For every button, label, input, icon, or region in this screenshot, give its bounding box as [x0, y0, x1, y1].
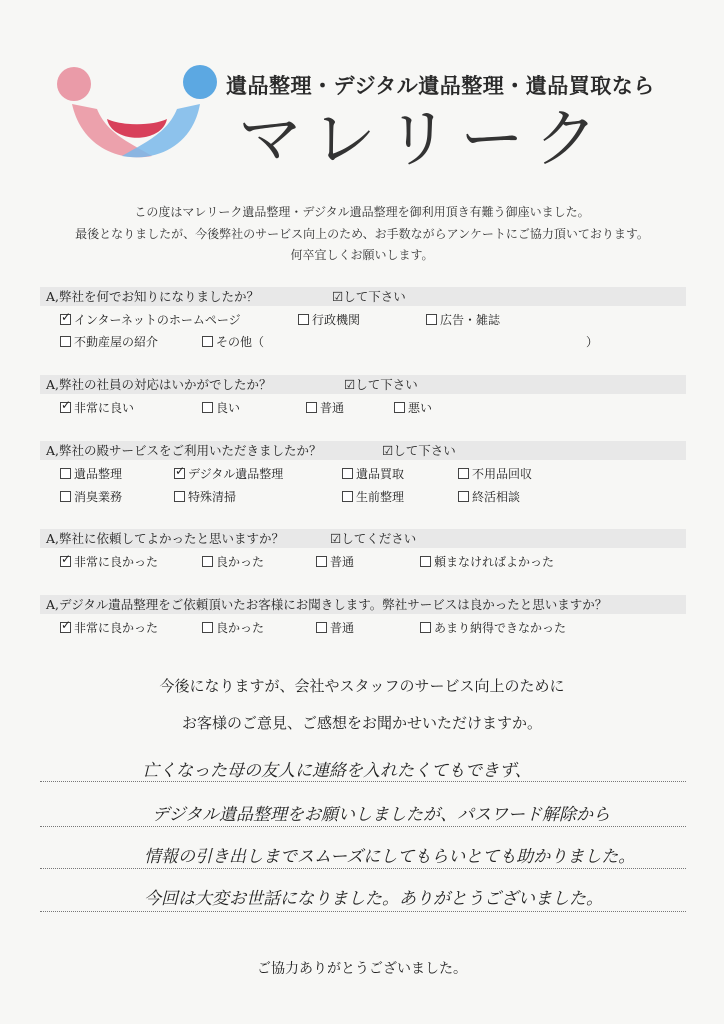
- ruled-line: [40, 911, 686, 912]
- option-normal[interactable]: 普通: [306, 399, 344, 416]
- option-very-good[interactable]: ✓非常に良い: [60, 399, 134, 416]
- checkbox[interactable]: [202, 336, 213, 347]
- ruled-line: [40, 826, 686, 827]
- question-3-note: ☑して下さい: [382, 443, 456, 458]
- marereeku-logo: [52, 64, 222, 164]
- checkbox[interactable]: [394, 402, 405, 413]
- other-close-paren: ）: [586, 335, 599, 349]
- option-advertisement[interactable]: 広告・雑誌: [426, 311, 500, 328]
- option-shukatsu[interactable]: 終活相談: [458, 488, 520, 505]
- ruled-line: [40, 868, 686, 869]
- comment-line-4: 今回は大変お世話になりました。ありがとうございました。: [144, 889, 603, 909]
- option-regret[interactable]: 頼まなければよかった: [420, 553, 554, 570]
- tagline: 遺品整理・デジタル遺品整理・遺品買取なら: [226, 74, 655, 98]
- checkbox[interactable]: [420, 556, 431, 567]
- checkbox[interactable]: [60, 556, 71, 567]
- option-fuyouhin-kaishu[interactable]: 不用品回収: [458, 465, 532, 482]
- checkbox[interactable]: [458, 468, 469, 479]
- option-shoushuu[interactable]: 消臭業務: [60, 488, 122, 505]
- question-1-note: ☑して下さい: [332, 289, 406, 304]
- option-tokushu-seisou[interactable]: 特殊清掃: [174, 488, 236, 505]
- option-satisfied[interactable]: 良かった: [202, 619, 264, 636]
- checkbox[interactable]: [458, 491, 469, 502]
- checkbox[interactable]: [174, 491, 185, 502]
- checkbox[interactable]: [342, 468, 353, 479]
- checkbox[interactable]: [60, 402, 71, 413]
- intro-line-1: この度はマレリーク遺品整理・デジタル遺品整理を御利用頂き有難う御座いました。: [134, 205, 590, 219]
- option-normal[interactable]: 普通: [316, 619, 354, 636]
- option-government[interactable]: 行政機関: [298, 311, 360, 328]
- checkbox[interactable]: [60, 314, 71, 325]
- question-2-note: ☑して下さい: [344, 377, 418, 392]
- question-1-text: A,弊社を何でお知りになりましたか？: [46, 289, 260, 304]
- checkbox[interactable]: [316, 556, 327, 567]
- checkbox[interactable]: [202, 556, 213, 567]
- checkbox[interactable]: [202, 622, 213, 633]
- closing-thanks: ご協力ありがとうございました。: [257, 961, 467, 977]
- question-2-text: A,弊社の社員の対応はいかがでしたか？: [46, 377, 272, 392]
- option-normal[interactable]: 普通: [316, 553, 354, 570]
- option-ihin-kaitori[interactable]: 遺品買取: [342, 465, 404, 482]
- checkbox[interactable]: [174, 468, 185, 479]
- checkbox[interactable]: [420, 622, 431, 633]
- option-seizen-seiri[interactable]: 生前整理: [342, 488, 404, 505]
- comment-line-1: 亡くなった母の友人に連絡を入れたくてもできず、: [142, 761, 532, 781]
- option-not-convinced[interactable]: あまり納得できなかった: [420, 619, 566, 636]
- option-satisfied[interactable]: 良かった: [202, 553, 264, 570]
- checkbox[interactable]: [60, 491, 71, 502]
- checkbox[interactable]: [426, 314, 437, 325]
- comment-prompt-line-1: 今後になりますが、会社やスタッフのサービス向上のために: [159, 677, 565, 695]
- question-3-text: A,弊社の殿サービスをご利用いただきましたか？: [46, 443, 322, 458]
- ruled-line: [40, 781, 686, 782]
- checkbox[interactable]: [342, 491, 353, 502]
- option-good[interactable]: 良い: [202, 399, 240, 416]
- question-4-text: A,弊社に依頼してよかったと思いますか？: [46, 531, 285, 546]
- intro-line-2: 最後となりましたが、今後弊社のサービス向上のため、お手数ながらアンケートにご協力頂いております。: [75, 227, 649, 241]
- option-ihin-seiri[interactable]: 遺品整理: [60, 465, 122, 482]
- comment-prompt-line-2: お客様のご意見、ご感想をお聞かせいただけますか。: [181, 714, 542, 732]
- option-very-satisfied[interactable]: ✓非常に良かった: [60, 553, 158, 570]
- checkbox[interactable]: [306, 402, 317, 413]
- option-internet[interactable]: ✓インターネットのホームページ: [60, 311, 241, 328]
- checkbox[interactable]: [60, 336, 71, 347]
- question-4-note: ☑してください: [330, 531, 417, 546]
- option-realestate[interactable]: 不動産屋の紹介: [60, 333, 158, 350]
- comment-line-3: 情報の引き出しまでスムーズにしてもらいとても助かりました。: [144, 847, 636, 867]
- comment-line-2: デジタル遺品整理をお願いしましたが、パスワード解除から: [152, 805, 610, 825]
- intro-line-3: 何卒宜しくお願いします。: [290, 248, 434, 262]
- option-bad[interactable]: 悪い: [394, 399, 432, 416]
- brand-name: マレリーク: [238, 103, 608, 177]
- question-5-text: A,デジタル遺品整理をご依頼頂いたお客様にお聞きします。弊社サービスは良かったと思いますか？: [46, 597, 608, 612]
- checkbox[interactable]: [298, 314, 309, 325]
- checkbox[interactable]: [60, 468, 71, 479]
- option-very-satisfied[interactable]: ✓非常に良かった: [60, 619, 158, 636]
- checkbox[interactable]: [60, 622, 71, 633]
- checkbox[interactable]: [202, 402, 213, 413]
- option-digital-ihin-seiri[interactable]: ✓ デジタル遺品整理: [174, 465, 283, 482]
- option-other[interactable]: その他（: [202, 333, 264, 350]
- checkbox[interactable]: [316, 622, 327, 633]
